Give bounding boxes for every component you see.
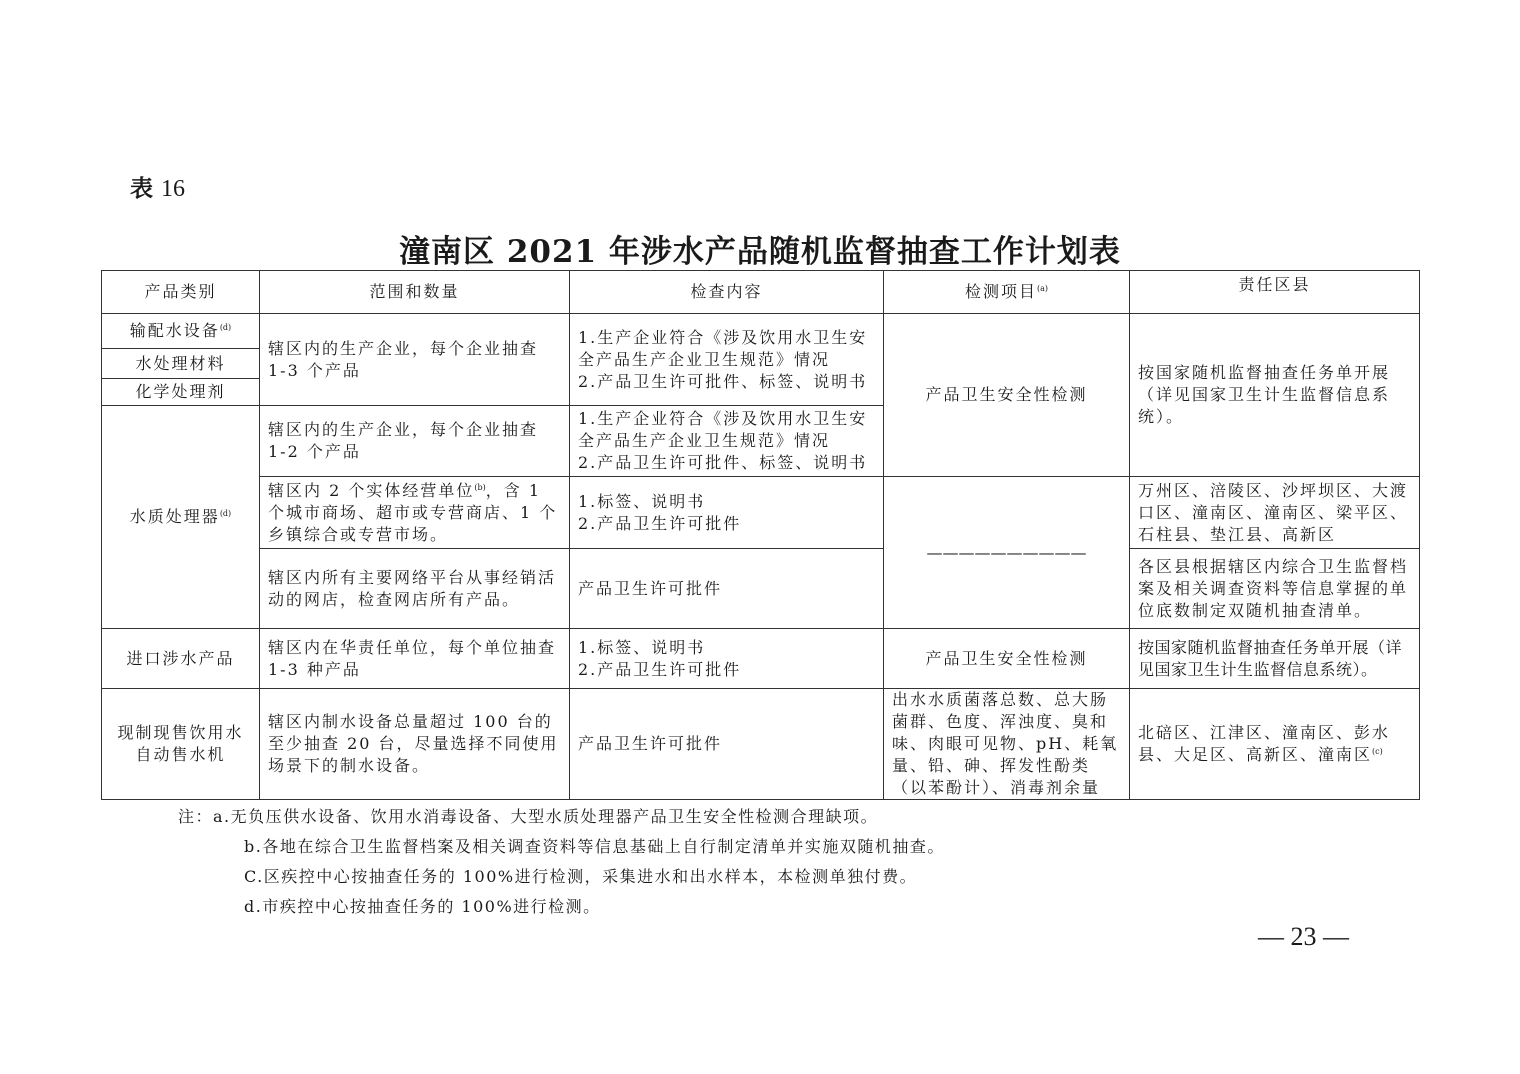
table-row	[102, 549, 1420, 629]
category-water-purifier: 水质处理器	[129, 507, 220, 526]
content-line: 2.产品卫生许可批件	[578, 513, 742, 533]
header-category: 产品类别	[102, 271, 260, 314]
content-line: 1.生产企业符合《涉及饮用水卫生安全产品生产企业卫生规范》情况	[578, 327, 868, 369]
category-cell: 现制现售饮用水自动售水机	[102, 689, 260, 800]
category-cell: 进口涉水产品	[102, 629, 260, 689]
note-c: C.区疾控中心按抽查任务的 100%进行检测，采集进水和出水样本，本检测单独付费。	[244, 867, 918, 886]
scope-cell: 辖区内的生产企业，每个企业抽查 1-3 个产品	[260, 314, 570, 406]
category-cell	[102, 314, 260, 349]
note-d: d.市疾控中心按抽查任务的 100%进行检测。	[244, 897, 601, 916]
header-test-mark: (a)	[1037, 284, 1049, 293]
content-line: 2.产品卫生许可批件、标签、说明书	[578, 453, 868, 472]
plan-table	[101, 270, 1420, 800]
content-cell	[570, 406, 884, 477]
header-responsible: 责任区县	[1130, 271, 1420, 314]
content-line: 1.生产企业符合《涉及饮用水卫生安全产品生产企业卫生规范》情况	[578, 409, 868, 450]
scope-cell: 辖区内在华责任单位，每个单位抽查 1-3 种产品	[260, 629, 570, 689]
test-cell-dash: ——————————	[884, 477, 1130, 629]
test-cell: 产品卫生安全性检测	[884, 314, 1130, 477]
table-label	[130, 170, 185, 203]
scope-cell: 辖区内的生产企业，每个企业抽查 1-2 个产品	[260, 406, 570, 477]
scope-mark: (b)	[474, 482, 486, 492]
table-row	[102, 689, 1420, 800]
responsible-cell	[1130, 689, 1420, 800]
responsible-mark: (c)	[1372, 747, 1383, 756]
category-cell	[102, 406, 260, 629]
scope-text: 辖区内 2 个实体经营单位	[268, 480, 475, 500]
category-cell: 化学处理剂	[102, 379, 260, 406]
responsible-cell: 万州区、涪陵区、沙坪坝区、大渡口区、潼南区、潼南区、梁平区、石柱县、垫江县、高新区	[1130, 477, 1420, 549]
header-test	[884, 271, 1130, 314]
note-b: b.各地在综合卫生监督档案及相关调查资料等信息基础上自行制定清单并实施双随机抽查。	[244, 837, 945, 856]
category-pipe-equipment: 输配水设备	[129, 321, 220, 340]
test-cell: 产品卫生安全性检测	[884, 629, 1130, 689]
category-purifier-mark: (d)	[219, 509, 232, 518]
content-cell	[570, 314, 884, 406]
responsible-text: 北碚区、江津区、潼南区、彭水县、大足区、高新区、潼南区	[1138, 723, 1391, 764]
content-line: 2.产品卫生许可批件、标签、说明书	[578, 371, 868, 391]
note-a: 注：a.无负压供水设备、饮用水消毒设备、大型水质处理器产品卫生安全性检测合理缺项。	[178, 807, 879, 826]
content-cell: 产品卫生许可批件	[570, 689, 884, 800]
table-label-prefix: 表	[130, 175, 153, 202]
notes	[178, 802, 945, 922]
header-content: 检查内容	[570, 271, 884, 314]
scope-text: ，含 1 个城市商场、超市或专营商店、1 个乡镇综合或专营市场。	[268, 480, 558, 544]
header-row	[102, 271, 1420, 314]
category-pipe-mark: (d)	[219, 323, 232, 332]
responsible-cell: 按国家随机监督抽查任务单开展（详见国家卫生计生监督信息系统）。	[1130, 314, 1420, 477]
content-cell	[570, 477, 884, 549]
responsible-cell: 各区县根据辖区内综合卫生监督档案及相关调查资料等信息掌握的单位底数制定双随机抽查清单。	[1130, 549, 1420, 629]
responsible-cell: 按国家随机监督抽查任务单开展（详见国家卫生计生监督信息系统）。	[1130, 629, 1420, 689]
header-scope: 范围和数量	[260, 271, 570, 314]
table-row	[102, 629, 1420, 689]
table-row	[102, 477, 1420, 549]
content-line: 1.标签、说明书	[578, 491, 706, 511]
content-line: 1.标签、说明书	[578, 637, 706, 657]
scope-cell	[260, 477, 570, 549]
content-line: 2.产品卫生许可批件	[578, 659, 742, 679]
table-row	[102, 314, 1420, 349]
test-cell: 出水水质菌落总数、总大肠菌群、色度、浑浊度、臭和味、肉眼可见物、pH、耗氧量、铅、砷、挥发性酚类（以苯酚计）、消毒剂余量	[884, 689, 1130, 800]
table-label-number: 16	[161, 176, 186, 202]
page-title: 潼南区 2021 年涉水产品随机监督抽查工作计划表	[399, 234, 1121, 270]
category-cell: 水处理材料	[102, 349, 260, 379]
content-cell	[570, 629, 884, 689]
scope-cell: 辖区内所有主要网络平台从事经销活动的网店，检查网店所有产品。	[260, 549, 570, 629]
header-test-label: 检测项目	[964, 282, 1037, 301]
page-number: — 23 —	[1258, 922, 1349, 951]
scope-cell: 辖区内制水设备总量超过 100 台的至少抽查 20 台，尽量选择不同使用场景下的制水设备。	[260, 689, 570, 800]
content-cell: 产品卫生许可批件	[570, 549, 884, 629]
